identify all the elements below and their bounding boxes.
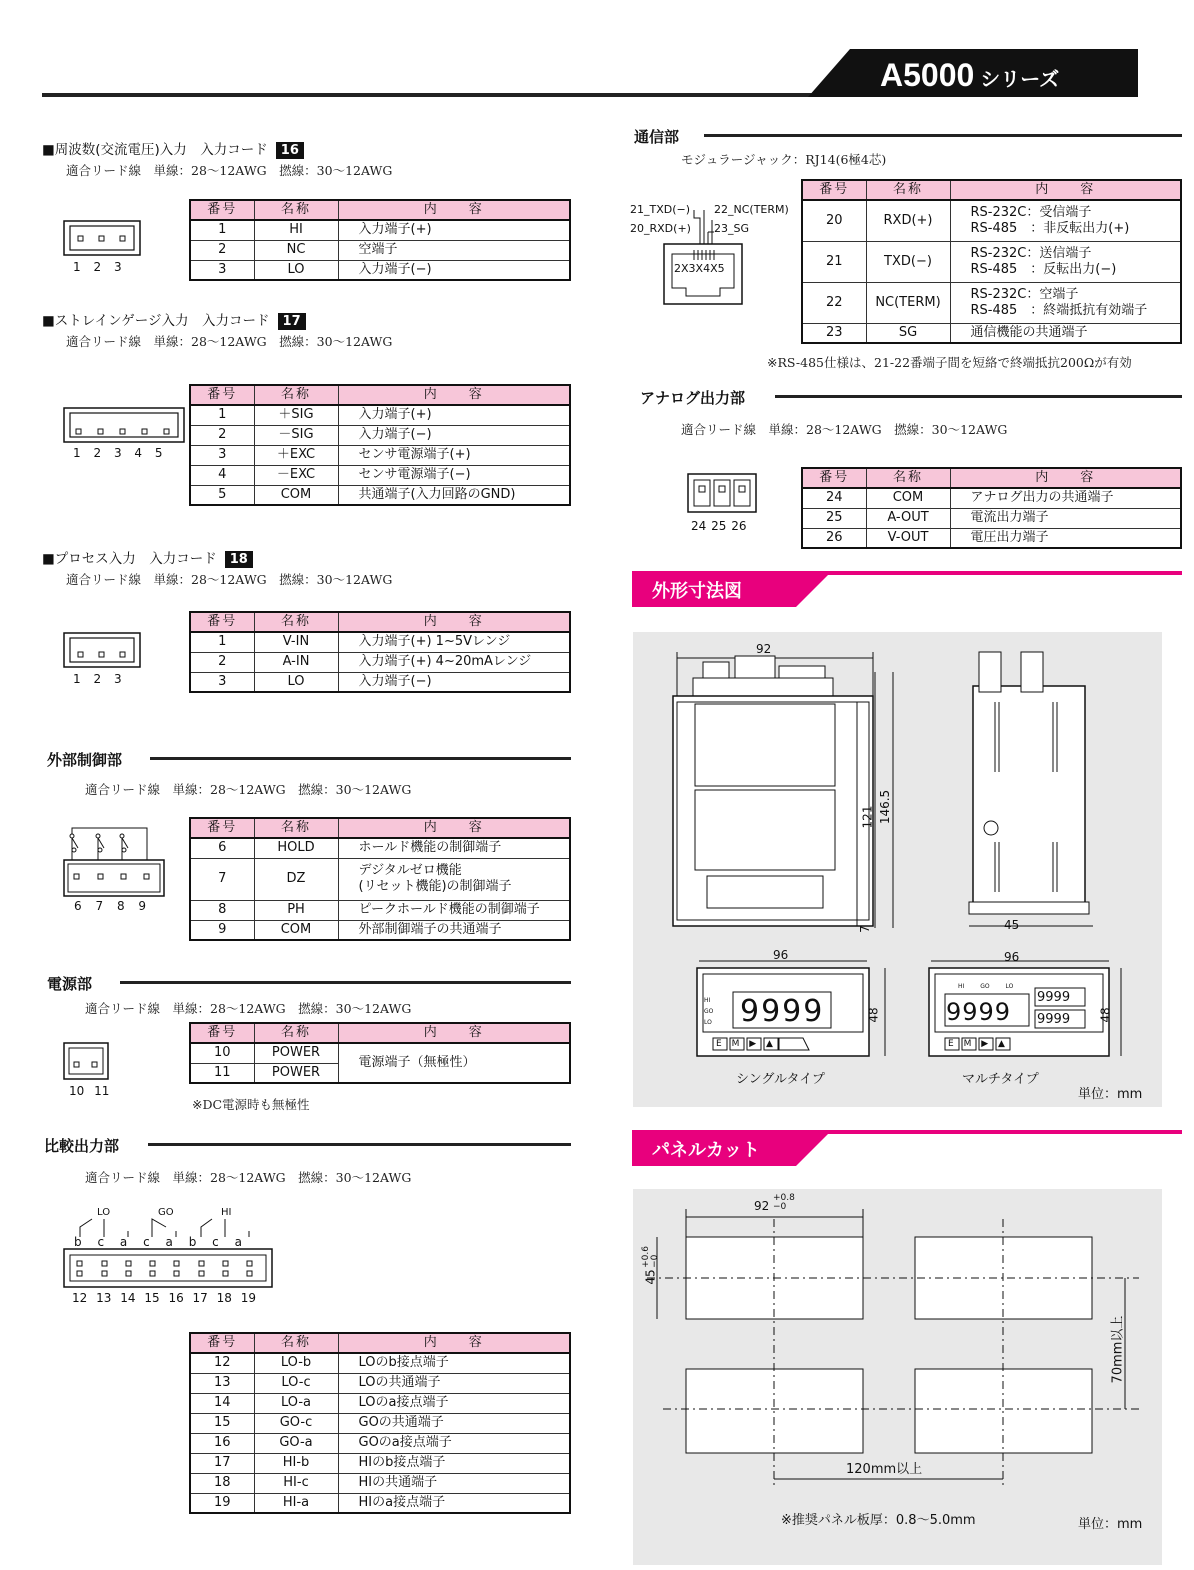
table-row: 11 POWER bbox=[190, 1063, 570, 1083]
table-row: 3 LO 入力端子(−) bbox=[190, 672, 570, 692]
table-row: 23 SG 通信機能の共通端子 bbox=[802, 323, 1181, 343]
power-wire: 適合リード線 単線：28～12AWG 撚線：30～12AWG bbox=[85, 1001, 412, 1016]
single-type-label: シングルタイプ bbox=[736, 1072, 825, 1087]
table-row: 14 LO-a LOのa接点端子 bbox=[190, 1393, 570, 1413]
table-row: 18 HI-c HIの共通端子 bbox=[190, 1473, 570, 1493]
cmp-contact-letters: b c a c a b c a bbox=[74, 1235, 242, 1249]
table-row: 26 V-OUT 電圧出力端子 bbox=[802, 528, 1181, 548]
analog-table: 番号 名称 内 容 24 COM アナログ出力の共通端子 25 A-OUT 電流出力端子 26 V-OUT 電圧出力端子 bbox=[801, 467, 1182, 549]
table-row: 24 COM アナログ出力の共通端子 bbox=[802, 488, 1181, 508]
panel-vspace: 70mm以上 bbox=[1110, 1315, 1126, 1384]
comm-note: ※RS-485仕様は、21-22番端子間を短絡で終端抵抗200Ωが有効 bbox=[767, 355, 1132, 370]
analog-title: アナログ出力部 bbox=[640, 389, 746, 407]
freq-table: 番号 名称 内 容 1 HI 入力端子(+) 2 NC 空端子 3 LO 入力端子(−) bbox=[189, 199, 571, 281]
panel-unit: 単位：mm bbox=[1078, 1517, 1143, 1532]
page-title: A5000 シリーズ bbox=[880, 57, 1060, 93]
table-row: 20 RXD(+) RS-232C：受信端子 RS-485 ：非反転出力(+) bbox=[802, 200, 1181, 241]
dims-drawing bbox=[633, 632, 1162, 1107]
dim-side-width: 45 bbox=[1004, 918, 1020, 932]
dim-single-width: 96 bbox=[773, 948, 789, 962]
table-row: 2 －SIG 入力端子(−) bbox=[190, 425, 570, 445]
strain-title: ■ストレインゲージ入力 入力コード 17 bbox=[42, 309, 306, 330]
process-wire: 適合リード線 単線：28～12AWG 撚線：30～12AWG bbox=[66, 572, 393, 587]
freq-wire: 適合リード線 単線：28～12AWG 撚線：30～12AWG bbox=[66, 163, 393, 178]
panel-height-tol: +0.6 −0 bbox=[640, 1246, 660, 1268]
ext-table: 番号 名称 内 容 6 HOLD ホールド機能の制御端子 7 DZ デジタルゼロ機能 (リセット機能)の制御端子 8 PH ピークホールド機能の制御端子 9 COM 外部制御端子の共通端子 bbox=[189, 817, 571, 941]
table-row: 22 NC(TERM) RS-232C：空端子 RS-485 ：終端抵抗有効端子 bbox=[802, 282, 1181, 323]
multi-led-labels: HI GO LO bbox=[958, 983, 1014, 990]
comm-title: 通信部 bbox=[634, 128, 680, 146]
panel-hspace: 120mm以上 bbox=[846, 1462, 923, 1477]
comm-label-sg: 23_SG bbox=[714, 222, 750, 235]
table-row: 3 ＋EXC センサ電源端子(+) bbox=[190, 445, 570, 465]
analog-pin-labels: 24 25 26 bbox=[691, 519, 747, 533]
table-row: 25 A-OUT 電流出力端子 bbox=[802, 508, 1181, 528]
panel-note: ※推奨パネル板厚：0.8～5.0mm bbox=[781, 1513, 976, 1528]
table-row: 5 COM 共通端子(入力回路のGND) bbox=[190, 485, 570, 505]
table-row: 21 TXD(−) RS-232C：送信端子 RS-485 ：反転出力(−) bbox=[802, 241, 1181, 282]
freq-code: 16 bbox=[276, 142, 304, 159]
table-row: 2 A-IN 入力端子(+) 4~20mAレンジ bbox=[190, 652, 570, 672]
dim-121: 121 bbox=[860, 805, 875, 829]
dim-7: 7 bbox=[857, 925, 872, 933]
multi-type-label: マルチタイプ bbox=[962, 1072, 1039, 1087]
comm-jack: モジュラージャック：RJ14(6極4芯) bbox=[681, 152, 887, 167]
table-row: 17 HI-b HIのb接点端子 bbox=[190, 1453, 570, 1473]
rj14-jack bbox=[660, 210, 746, 306]
power-terminal-block bbox=[62, 1040, 110, 1084]
table-row: 7 DZ デジタルゼロ機能 (リセット機能)の制御端子 bbox=[190, 858, 570, 900]
freq-pin-labels: 1 2 3 bbox=[73, 260, 122, 274]
cmp-pin-labels: 12 13 14 15 16 17 18 19 bbox=[72, 1291, 257, 1305]
process-title: ■プロセス入力 入力コード 18 bbox=[42, 547, 253, 568]
process-code: 18 bbox=[225, 551, 253, 568]
comm-label-rxd: 20_RXD(+) bbox=[630, 222, 691, 235]
cmp-wire: 適合リード線 単線：28～12AWG 撚線：30～12AWG bbox=[85, 1170, 412, 1185]
cmp-title: 比較出力部 bbox=[44, 1137, 120, 1155]
comm-label-txd: 21_TXD(−) bbox=[630, 203, 691, 216]
power-table: 番号 名称 内 容 10 POWER 電源端子（無極性） 11 POWER bbox=[189, 1022, 571, 1084]
strain-terminal-block bbox=[62, 405, 188, 447]
single-display-digits: 9999 bbox=[740, 994, 825, 1029]
table-row: 10 POWER 電源端子（無極性） bbox=[190, 1043, 570, 1063]
table-row: 1 ＋SIG 入力端子(+) bbox=[190, 405, 570, 425]
panel-width-tol: +0.8 −0 bbox=[773, 1193, 795, 1212]
table-row: 15 GO-c GOの共通端子 bbox=[190, 1413, 570, 1433]
dim-multi-height: 48 bbox=[1098, 1007, 1113, 1023]
comm-table: 番号 名称 内 容 20 RXD(+) RS-232C：受信端子 RS-485 ：非反転出力(+) 21 TXD(−) RS-232C：送信端子 RS-485 ：反転出力(−) 22 NC(TERM) RS-232C：空端子 RS-485 ：終端抵抗有効端子 23 SG 通信機能の共通端子 bbox=[801, 179, 1182, 344]
table-row: 1 HI 入力端子(+) bbox=[190, 220, 570, 240]
process-pin-labels: 1 2 3 bbox=[73, 672, 122, 686]
panel-width: 92 bbox=[754, 1199, 770, 1213]
dim-146-5: 146.5 bbox=[878, 789, 893, 825]
comm-label-nc: 22_NC(TERM) bbox=[714, 203, 789, 216]
table-row: 2 NC 空端子 bbox=[190, 240, 570, 260]
table-row: 12 LO-b LOのb接点端子 bbox=[190, 1353, 570, 1373]
analog-rule bbox=[775, 395, 1182, 398]
dim-single-height: 48 bbox=[866, 1007, 881, 1023]
power-note: ※DC電源時も無極性 bbox=[192, 1097, 310, 1112]
panel-header: パネルカット bbox=[632, 1130, 1182, 1166]
ext-title: 外部制御部 bbox=[47, 751, 123, 769]
table-row: 6 HOLD ホールド機能の制御端子 bbox=[190, 838, 570, 858]
strain-code: 17 bbox=[278, 313, 306, 330]
process-table: 番号 名称 内 容 1 V-IN 入力端子(+) 1~5Vレンジ 2 A-IN 入力端子(+) 4~20mAレンジ 3 LO 入力端子(−) bbox=[189, 611, 571, 693]
panel-height: 45 bbox=[643, 1269, 658, 1285]
single-led-labels: HI GO LO bbox=[704, 997, 714, 1026]
dim-front-width: 92 bbox=[756, 642, 772, 656]
ext-pin-labels: 6 7 8 9 bbox=[74, 899, 147, 913]
cmp-group-lo: LO bbox=[97, 1207, 111, 1218]
power-pin-labels: 10 11 bbox=[69, 1084, 110, 1098]
table-row: 9 COM 外部制御端子の共通端子 bbox=[190, 920, 570, 940]
table-row: 4 －EXC センサ電源端子(−) bbox=[190, 465, 570, 485]
cmp-group-hi: HI bbox=[221, 1207, 232, 1218]
dims-header: 外形寸法図 bbox=[632, 571, 1182, 607]
strain-wire: 適合リード線 単線：28～12AWG 撚線：30～12AWG bbox=[66, 334, 393, 349]
strain-pin-labels: 1 2 3 4 5 bbox=[73, 446, 163, 460]
table-row: 3 LO 入力端子(−) bbox=[190, 260, 570, 280]
table-row: 16 GO-a GOのa接点端子 bbox=[190, 1433, 570, 1453]
analog-wire: 適合リード線 単線：28～12AWG 撚線：30～12AWG bbox=[681, 422, 1008, 437]
power-title: 電源部 bbox=[47, 975, 93, 993]
cmp-table: 番号 名称 内 容 12 LO-b LOのb接点端子 13 LO-c LOの共通端子 14 LO-a LOのa接点端子 15 GO-c GOの共通端子 16 GO-a GOのa接点端子 17 HI-b HIのb接点端子 18 HI-c HIの共通端子 19 HI-a HIのa接点端子 bbox=[189, 1332, 571, 1514]
ext-rule bbox=[150, 757, 571, 760]
analog-terminal-block bbox=[686, 472, 758, 516]
table-row: 13 LO-c LOの共通端子 bbox=[190, 1373, 570, 1393]
cmp-rule bbox=[148, 1143, 571, 1146]
multi-sub-digits-2: 9999 bbox=[1037, 1012, 1071, 1027]
cmp-group-go: GO bbox=[158, 1207, 174, 1218]
process-terminal-block bbox=[62, 630, 142, 672]
ext-terminal-block bbox=[62, 822, 167, 900]
comm-rule bbox=[704, 134, 1182, 137]
dim-multi-width: 96 bbox=[1004, 950, 1020, 964]
rj14-pins: 2X3X4X5 bbox=[674, 262, 725, 275]
ext-wire: 適合リード線 単線：28～12AWG 撚線：30～12AWG bbox=[85, 782, 412, 797]
single-keys: E M ▶ ▲ bbox=[716, 1039, 773, 1049]
table-row: 1 V-IN 入力端子(+) 1~5Vレンジ bbox=[190, 632, 570, 652]
dims-unit: 単位：mm bbox=[1078, 1087, 1143, 1102]
freq-terminal-block bbox=[62, 218, 142, 260]
table-row: 19 HI-a HIのa接点端子 bbox=[190, 1493, 570, 1513]
power-rule bbox=[120, 981, 571, 984]
multi-display-digits: 9999 bbox=[946, 998, 1012, 1026]
strain-table: 番号 名称 内 容 1 ＋SIG 入力端子(+) 2 －SIG 入力端子(−) 3 ＋EXC センサ電源端子(+) 4 －EXC センサ電源端子(−) 5 COM 共通端子(入力回路のGND) bbox=[189, 384, 571, 506]
table-row: 8 PH ピークホールド機能の制御端子 bbox=[190, 900, 570, 920]
multi-keys: E M ▶ ▲ bbox=[948, 1039, 1005, 1049]
multi-sub-digits-1: 9999 bbox=[1037, 990, 1071, 1005]
freq-title: ■周波数(交流電圧)入力 入力コード 16 bbox=[42, 138, 304, 159]
